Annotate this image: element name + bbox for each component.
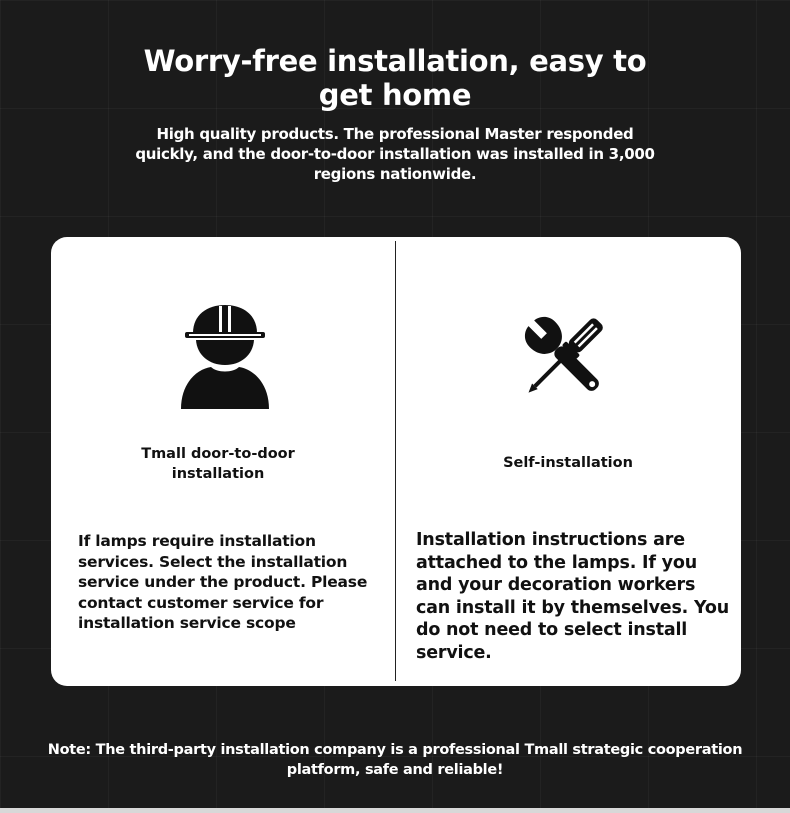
page-subtitle: High quality products. The professional Master responded quickly, and the door-to-door installation was installed in 3,000 regions nationwide. [135, 125, 655, 183]
screwdriver-wrench-icon [524, 315, 608, 401]
installation-options-card [51, 237, 741, 686]
option-label: Tmall door-to-door installation [141, 446, 295, 482]
option-self-installation [396, 237, 740, 686]
footer-note: Note: The third-party installation company is a professional Tmall strategic cooperation platform, safe and reliable! [47, 742, 743, 778]
option-description: Installation instructions are attached to the lamps. If you and your decoration workers can install it by themselves. You do not need to select install service. [416, 530, 729, 663]
option-description: If lamps require installation services. Select the installation service under the product. Please contact customer service for installation service scope [78, 532, 368, 632]
page-header [0, 44, 790, 184]
page-title: Worry-free installation, easy to get home [143, 44, 647, 112]
option-door-to-door [51, 237, 395, 686]
bottom-strip [0, 808, 790, 813]
option-label: Self-installation [503, 455, 633, 471]
construction-worker-icon [179, 303, 271, 411]
